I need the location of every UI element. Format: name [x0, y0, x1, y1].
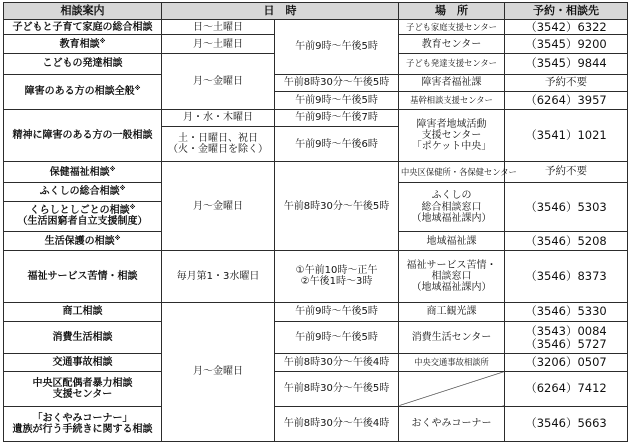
place-cell: 中央交通事故相談所	[399, 354, 505, 372]
place-cell: 商工観光課	[399, 302, 505, 322]
contact-cell: 予約不要	[505, 162, 628, 183]
place-cell: 中央区保健所・各保健センター	[399, 162, 505, 183]
place-cell: 子ども発達支援センター	[399, 54, 505, 75]
place-cell	[399, 182, 505, 232]
category-label: 子どもと子育て家庭の総合相談	[12, 21, 153, 33]
header-schedule: 日 時	[162, 3, 399, 20]
place-line: 「ポケット中央」	[411, 141, 492, 153]
time-label: 午前9時～午後5時	[295, 41, 378, 53]
place-cell: 基幹相談支援センター	[399, 92, 505, 110]
contact-cell: （3546）5303	[505, 182, 628, 232]
contact-cell: （3545）9844	[505, 54, 628, 75]
category-label: ふくしの総合相談	[39, 186, 120, 198]
place-cell: 障害者福祉課	[399, 74, 505, 92]
days-cell: 毎月第1・3水曜日	[162, 251, 275, 303]
place-line: 相談窓口	[431, 270, 472, 282]
table-row	[4, 371, 628, 406]
category-cell	[4, 74, 162, 109]
category-label: くらしとしごとの相談	[29, 205, 130, 217]
category-label: 精神に障害のある方の一般相談	[12, 129, 153, 141]
contact-line: （3543）0084	[525, 323, 607, 338]
category-sub: （生活困窮者自立支援制度）	[17, 216, 148, 228]
time-cell: 午前8時30分～午後5時	[275, 371, 399, 406]
table-row	[4, 162, 628, 183]
place-line: （地域福祉課内）	[411, 212, 492, 224]
header-place: 場 所	[399, 3, 505, 20]
note-mark: ※	[109, 165, 116, 173]
days-cell: 月～金曜日	[162, 54, 275, 110]
note-mark: ※	[99, 37, 106, 45]
place-cell: おくやみコーナー	[399, 406, 505, 441]
category-line: 支援センター	[52, 388, 113, 400]
table-row	[4, 20, 628, 35]
days-cell	[162, 127, 275, 162]
note-mark: ※	[119, 185, 126, 193]
time-line: ①午前10時～正午	[295, 265, 378, 277]
time-cell: 午前9時～午後5時	[275, 92, 399, 110]
table-row	[4, 251, 628, 303]
place-line: ふくしの	[431, 190, 472, 202]
contact-cell: （3206）0507	[505, 354, 628, 372]
contact-cell: （3542）6322	[505, 20, 628, 35]
days-line: （火・金曜日を除く）	[168, 144, 268, 156]
contact-line: （3546）5727	[525, 336, 607, 351]
contact-cell	[505, 322, 628, 354]
table-row	[4, 354, 628, 372]
category-cell	[4, 201, 162, 232]
category-cell	[4, 109, 162, 162]
category-line: 「おくやみコーナー」	[32, 412, 133, 424]
category-label: 保健福祉相談	[49, 166, 110, 178]
category-line: 遺族が行う手続きに関する相談	[12, 423, 153, 435]
category-label: 生活保護の相談	[44, 235, 115, 247]
category-cell	[4, 54, 162, 75]
category-label: 障害のある方の相談全般	[24, 86, 135, 98]
contact-cell: （3541）1021	[505, 109, 628, 162]
place-line: （地域福祉課内）	[411, 281, 492, 293]
days-cell: 月～土曜日	[162, 35, 275, 54]
time-cell: 午前8時30分～午後5時	[275, 162, 399, 251]
category-cell	[4, 232, 162, 251]
header-contact: 予約・相談先	[505, 3, 628, 20]
place-cell	[399, 109, 505, 162]
time-cell: 午前8時30分～午後5時	[275, 74, 399, 92]
category-cell	[4, 35, 162, 54]
category-line	[6, 205, 159, 216]
contact-cell: （3546）8373	[505, 251, 628, 303]
category-cell: 福祉サービス苦情・相談	[4, 251, 162, 303]
table-row	[4, 322, 628, 354]
note-mark: ※	[134, 85, 141, 93]
consultation-schedule-table	[3, 2, 628, 442]
contact-cell: （3546）5663	[505, 406, 628, 441]
table-row	[4, 406, 628, 441]
days-line: 土・日曜日、祝日	[178, 133, 258, 145]
place-cell: 子ども家庭支援センター	[399, 20, 505, 35]
time-line: ②午後1時～3時	[300, 276, 373, 288]
time-cell	[275, 20, 399, 75]
time-cell: 午前8時30分～午後4時	[275, 406, 399, 441]
days-cell: 月～金曜日	[162, 162, 275, 251]
contact-cell: （3545）9200	[505, 35, 628, 54]
category-cell: 商工相談	[4, 302, 162, 322]
place-line: 支援センター	[421, 129, 482, 141]
table-row	[4, 109, 628, 127]
category-cell: 消費生活相談	[4, 322, 162, 354]
time-cell: 午前9時～午後5時	[275, 322, 399, 354]
table-row	[4, 302, 628, 322]
contact-cell: （6264）3957	[505, 92, 628, 110]
category-label: 教育相談	[59, 38, 100, 50]
time-cell: 午前9時～午後6時	[275, 127, 399, 162]
place-cell: 地域福祉課	[399, 232, 505, 251]
place-cell-empty	[399, 371, 505, 406]
time-cell: 午前8時30分～午後4時	[275, 354, 399, 372]
category-cell	[4, 371, 162, 406]
time-cell	[275, 251, 399, 303]
contact-cell: （3546）5208	[505, 232, 628, 251]
category-label: こどもの発達相談	[42, 58, 123, 70]
days-cell: 日～土曜日	[162, 20, 275, 35]
category-cell	[4, 406, 162, 441]
days-cell: 月・水・木曜日	[162, 109, 275, 127]
place-cell	[399, 251, 505, 303]
note-mark: ※	[129, 204, 136, 212]
contact-cell: （3546）5330	[505, 302, 628, 322]
place-line: 福祉サービス苦情・	[406, 259, 497, 271]
time-cell: 午前9時～午後5時	[275, 302, 399, 322]
category-cell: 交通事故相談	[4, 354, 162, 372]
category-line: 中央区配偶者暴力相談	[32, 377, 133, 389]
days-cell: 月～金曜日	[162, 302, 275, 441]
header-category: 相談案内	[4, 3, 162, 20]
table-row	[4, 74, 628, 92]
place-cell: 教育センター	[399, 35, 505, 54]
table-header-row	[4, 3, 628, 20]
category-cell	[4, 162, 162, 183]
category-cell	[4, 182, 162, 201]
contact-cell: （6264）7412	[505, 371, 628, 406]
category-cell	[4, 20, 162, 35]
time-cell: 午前9時～午後7時	[275, 109, 399, 127]
place-line: 総合相談窓口	[421, 201, 482, 213]
place-cell: 消費生活センター	[399, 322, 505, 354]
contact-cell: 予約不要	[505, 74, 628, 92]
place-line: 障害者地域活動	[416, 118, 487, 130]
note-mark: ※	[114, 234, 121, 242]
